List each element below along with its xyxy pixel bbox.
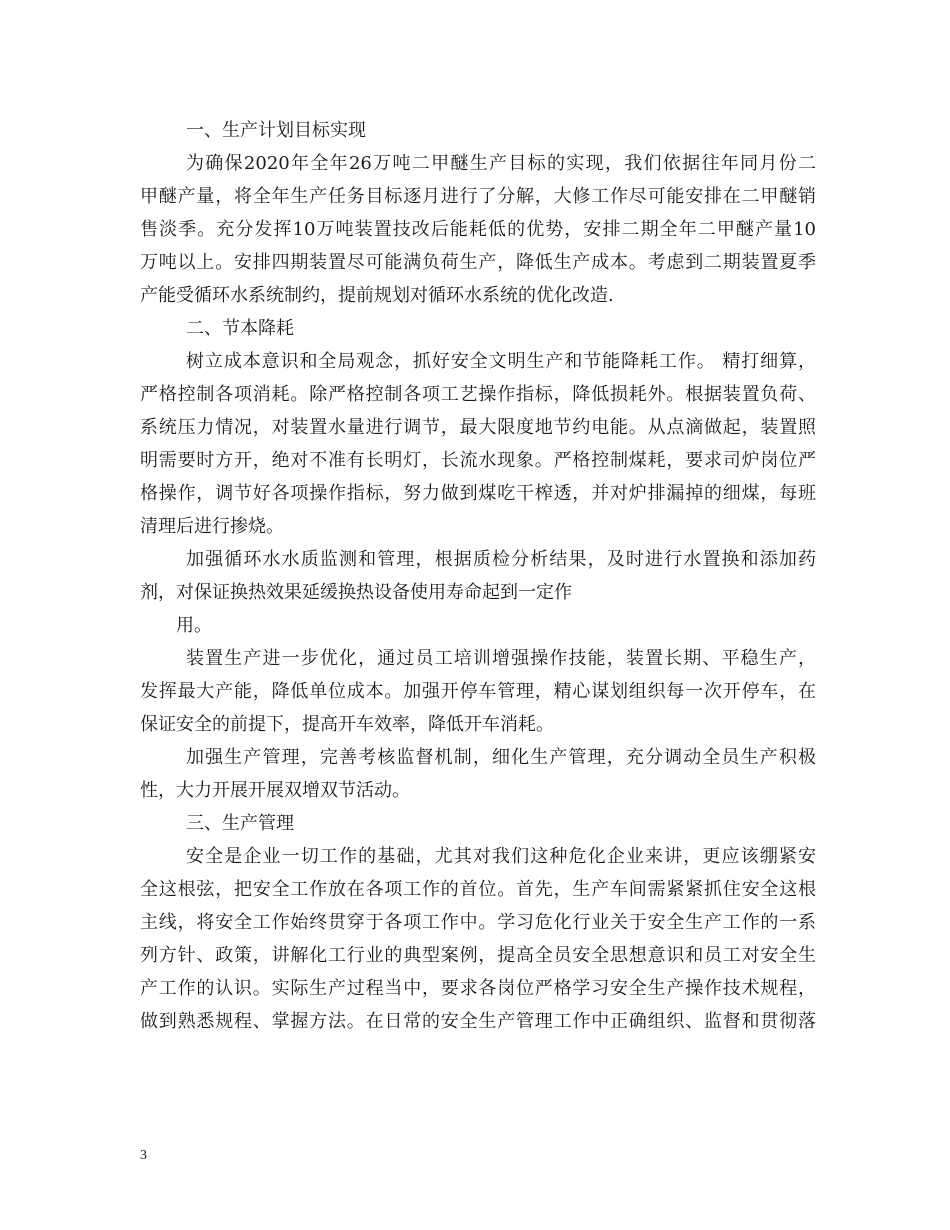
paragraph-last-line: 剂，对保证换热效果延缓换热设备使用寿命起到一定作 — [140, 582, 572, 603]
paragraph-last-line: 性，大力开展开展双增双节活动。 — [140, 780, 410, 801]
paragraph-line: 严格控制各项消耗。除严格控制各项工艺操作指标，降低损耗外。根据装置负荷、 — [140, 384, 816, 405]
paragraph-first-line: 安全是企业一切工作的基础，尤其对我们这种危化企业来讲，更应该绷紧安 — [186, 846, 816, 867]
paragraph-line: 发挥最大产能，降低单位成本。加强开停车管理，精心谋划组织每一次开停车，在 — [140, 681, 816, 702]
page-number: 3 — [140, 1148, 147, 1163]
paragraph-line: 系统压力情况，对装置水量进行调节，最大限度地节约电能。从点滴做起，装置照 — [140, 417, 816, 438]
paragraph-line: 售淡季。充分发挥10万吨装置技改后能耗低的优势，安排二期全年二甲醚产量10 — [140, 219, 816, 240]
paragraph-line: 主线，将安全工作始终贯穿于各项工作中。学习危化行业关于安全生产工作的一系 — [140, 912, 816, 933]
document-body — [140, 114, 816, 1038]
paragraph-last-line: 保证安全的前提下，提高开车效率，降低开车消耗。 — [140, 714, 554, 735]
heading-line: 二、节本降耗 — [186, 318, 294, 339]
paragraph-line: 做到熟悉规程、掌握方法。在日常的安全生产管理工作中正确组织、监督和贯彻落 — [140, 1011, 816, 1032]
heading-line: 一、生产计划目标实现 — [186, 120, 366, 141]
paragraph-last-line: 清理后进行掺烧。 — [140, 516, 284, 537]
paragraph-line: 产工作的认识。实际生产过程当中，要求各岗位严格学习安全生产操作技术规程， — [140, 978, 816, 999]
paragraph-first-line: 装置生产进一步优化，通过员工培训增强操作技能，装置长期、平稳生产， — [186, 648, 816, 669]
paragraph-line: 格操作，调节好各项操作指标，努力做到煤吃干榨透，并对炉排漏掉的细煤，每班 — [140, 483, 816, 504]
paragraph-first-line: 树立成本意识和全局观念，抓好安全文明生产和节能降耗工作。 精打细算， — [186, 351, 816, 372]
paragraph-first-line: 加强生产管理，完善考核监督机制，细化生产管理，充分调动全员生产积极 — [186, 747, 816, 768]
paragraph-first-line: 加强循环水水质监测和管理，根据质检分析结果，及时进行水置换和添加药 — [186, 549, 816, 570]
paragraph-line: 万吨以上。安排四期装置尽可能满负荷生产，降低生产成本。考虑到二期装置夏季 — [140, 252, 816, 273]
paragraph-line: 列方针、政策，讲解化工行业的典型案例，提高全员安全思想意识和员工对安全生 — [140, 945, 816, 966]
paragraph-line: 明需要时方开，绝对不准有长明灯，长流水现象。严格控制煤耗，要求司炉岗位严 — [140, 450, 816, 471]
paragraph-last-line: 产能受循环水系统制约，提前规划对循环水系统的优化改造. — [140, 285, 614, 306]
paragraph-line: 全这根弦，把安全工作放在各项工作的首位。首先，生产车间需紧紧抓住安全这根 — [140, 879, 816, 900]
paragraph-first-line: 为确保2020年全年26万吨二甲醚生产目标的实现，我们依据往年同月份二 — [186, 153, 816, 174]
paragraph-line: 甲醚产量，将全年生产任务目标逐月进行了分解，大修工作尽可能安排在二甲醚销 — [140, 186, 816, 207]
heading-line: 三、生产管理 — [186, 813, 294, 834]
paragraph-orphan-line: 用。 — [176, 615, 212, 636]
